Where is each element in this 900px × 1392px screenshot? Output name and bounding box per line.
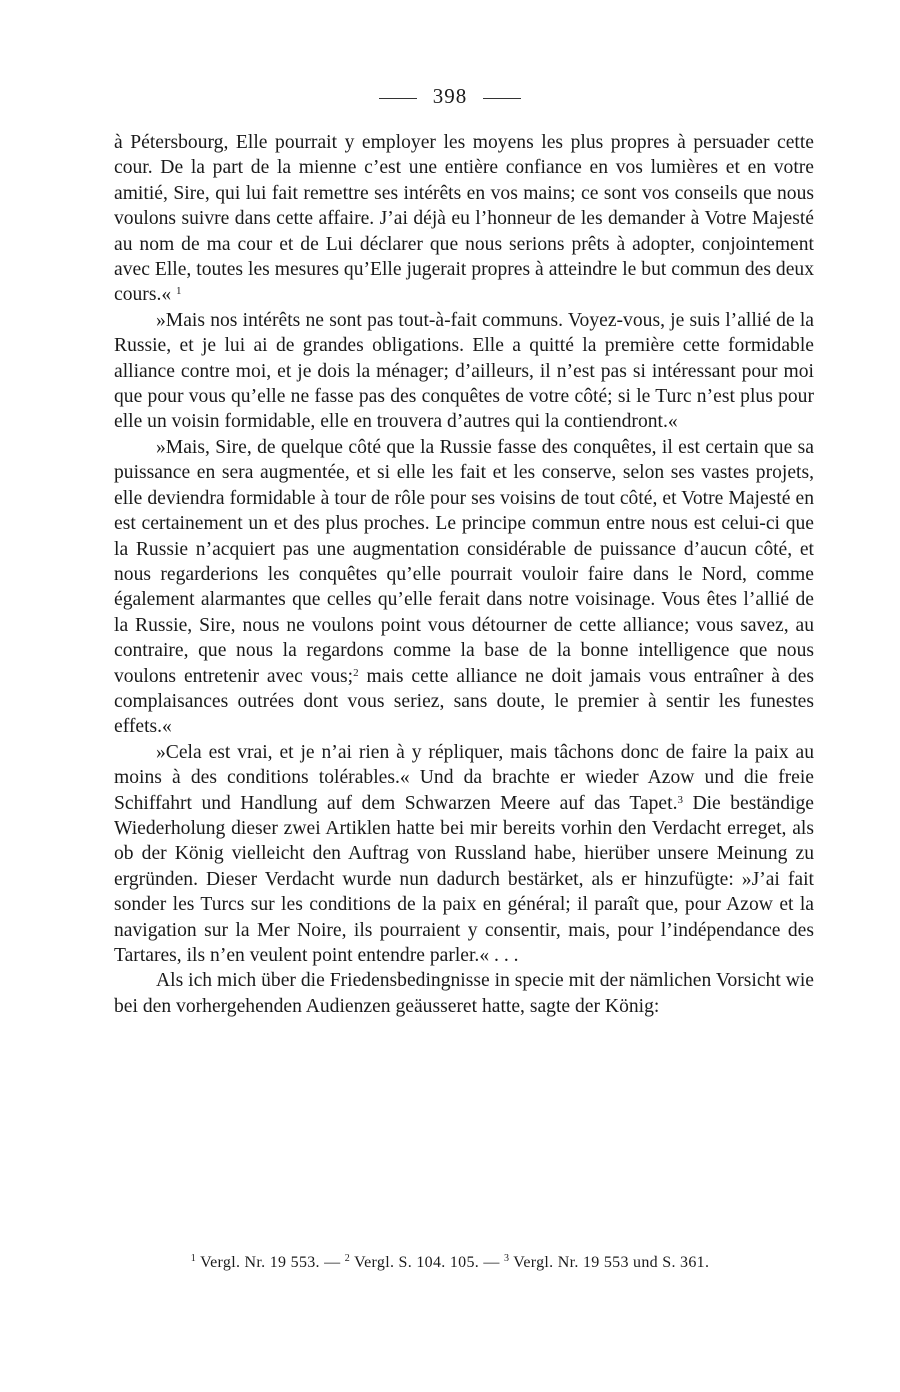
paragraph-text: »Mais, Sire, de quelque côté que la Russie fasse des conquêtes, il est certain que sa puissance en sera augmentée, et si elle les fait et les conserve, selon ses vastes projets, elle deviendra formidable à tour de rôle pour ses voisins de tout côté, et Votre Majesté en est certainement un et des plus proches. Le principe commun entre nous est celui-ci que la Russie n’acquiert pas une augmentation considérable de puissance d’aucun côté, et nous regarderions les conquêtes qu’elle pourrait vouloir faire dans le Nord, comme également alarmantes que celles qu’elle ferait dans notre voisinage. Vous êtes l’allié de la Russie, Sire, nous ne voulons point vous détourner de cette alliance; vous savez, au contraire, que nous la regardons comme la base de la bonne intelligence que nous voulons entretenir avec vous; <box>114 436 814 687</box>
footnote <box>345 1254 504 1271</box>
header-rule-left <box>379 98 417 99</box>
paragraph-text: Die beständige Wiederholung dieser zwei Artiklen hatte bei mir bereits vorhin den Verdacht erreget, als ob der König vielleicht den Auftrag von Russland habe, hierüber unsere Meinung zu ergründen. Dieser Verdacht wurde nun dadurch bestärket, als er hinzufügte: »J’ai fait sonder les Turcs sur les conditions de la paix en général; il paraît que, pour Azow et la navigation sur la Mer Noire, ils pourraient y consentir, mais, pour l’indépendance des Tartares, ils n’en veulent point entendre parler.« . . . <box>114 792 814 966</box>
footnote-marker: 3 <box>677 793 683 806</box>
footnote <box>191 1254 345 1271</box>
main-text <box>114 130 814 1019</box>
footnote-number: 2 <box>344 1253 351 1264</box>
paragraph <box>114 308 814 435</box>
footnote-marker: 1 <box>176 285 182 298</box>
footnote-text: Vergl. Nr. 19 553. — <box>200 1254 345 1271</box>
footnote-number: 3 <box>503 1253 510 1264</box>
paragraph <box>114 435 814 740</box>
footnote-text: Vergl. S. 104. 105. — <box>354 1254 504 1271</box>
paragraph-text: Als ich mich über die Friedensbedingnisse in specie mit der nämlichen Vorsicht wie bei den vorhergehenden Audienzen geäusseret hatte, sagte der König: <box>114 970 814 1017</box>
footnote-text: Vergl. Nr. 19 553 und S. 361. <box>513 1254 710 1271</box>
footnote <box>504 1254 709 1271</box>
paragraph-text: »Mais nos intérêts ne sont pas tout-à-fait communs. Voyez-vous, je suis l’allié de la Russie, et je lui ai de grandes obligations. Elle a quitté la première cette formidable alliance contre moi, et je dois la ménager; d’ailleurs, il n’est pas si intéressant pour moi que pour vous qu’elle ne fasse pas des conquêtes de votre côté; si le Turc n’est plus pour elle un voisin formidable, elle en trouvera d’autres qui la contiendront.« <box>114 309 814 433</box>
footnote-number: 1 <box>190 1253 197 1264</box>
paragraph <box>114 740 814 969</box>
header-rule-right <box>483 98 521 99</box>
paragraph-text: à Pétersbourg, Elle pourrait y employer les moyens les plus propres à persuader cette cour. De la part de la mienne c’est une entière confiance en vos lumières et en votre amitié, Sire, qui lui fait remettre ses intérêts en vos mains; ce sont vos conseils que nous voulons suivre dans cette affaire. J’ai déjà eu l’honneur de les demander à Votre Majesté au nom de ma cour et de Lui déclarer que nous serions prêts à adopter, conjointement avec Elle, toutes les mesures qu’Elle jugerait propres à atteindre le but commun des deux cours.« <box>114 132 814 306</box>
footnotes <box>0 1254 900 1272</box>
paragraph <box>114 968 814 1019</box>
footnote-marker: 2 <box>353 666 359 679</box>
paragraph-text: mais cette alliance ne doit jamais vous entraîner à des complaisances outrées dont vous seriez, sans doute, le premier à sentir les funestes effets.« <box>114 665 814 738</box>
paragraph <box>114 130 814 308</box>
page-header <box>0 84 900 109</box>
paragraph-text: »Cela est vrai, et je n’ai rien à y répliquer, mais tâchons donc de faire la paix au moins à des conditions tolérables.« Und da brachte er wieder Azow und die freie Schiffahrt und Handlung auf dem Schwarzen Meere auf das Tapet. <box>114 741 814 814</box>
page-number: 398 <box>432 84 468 108</box>
